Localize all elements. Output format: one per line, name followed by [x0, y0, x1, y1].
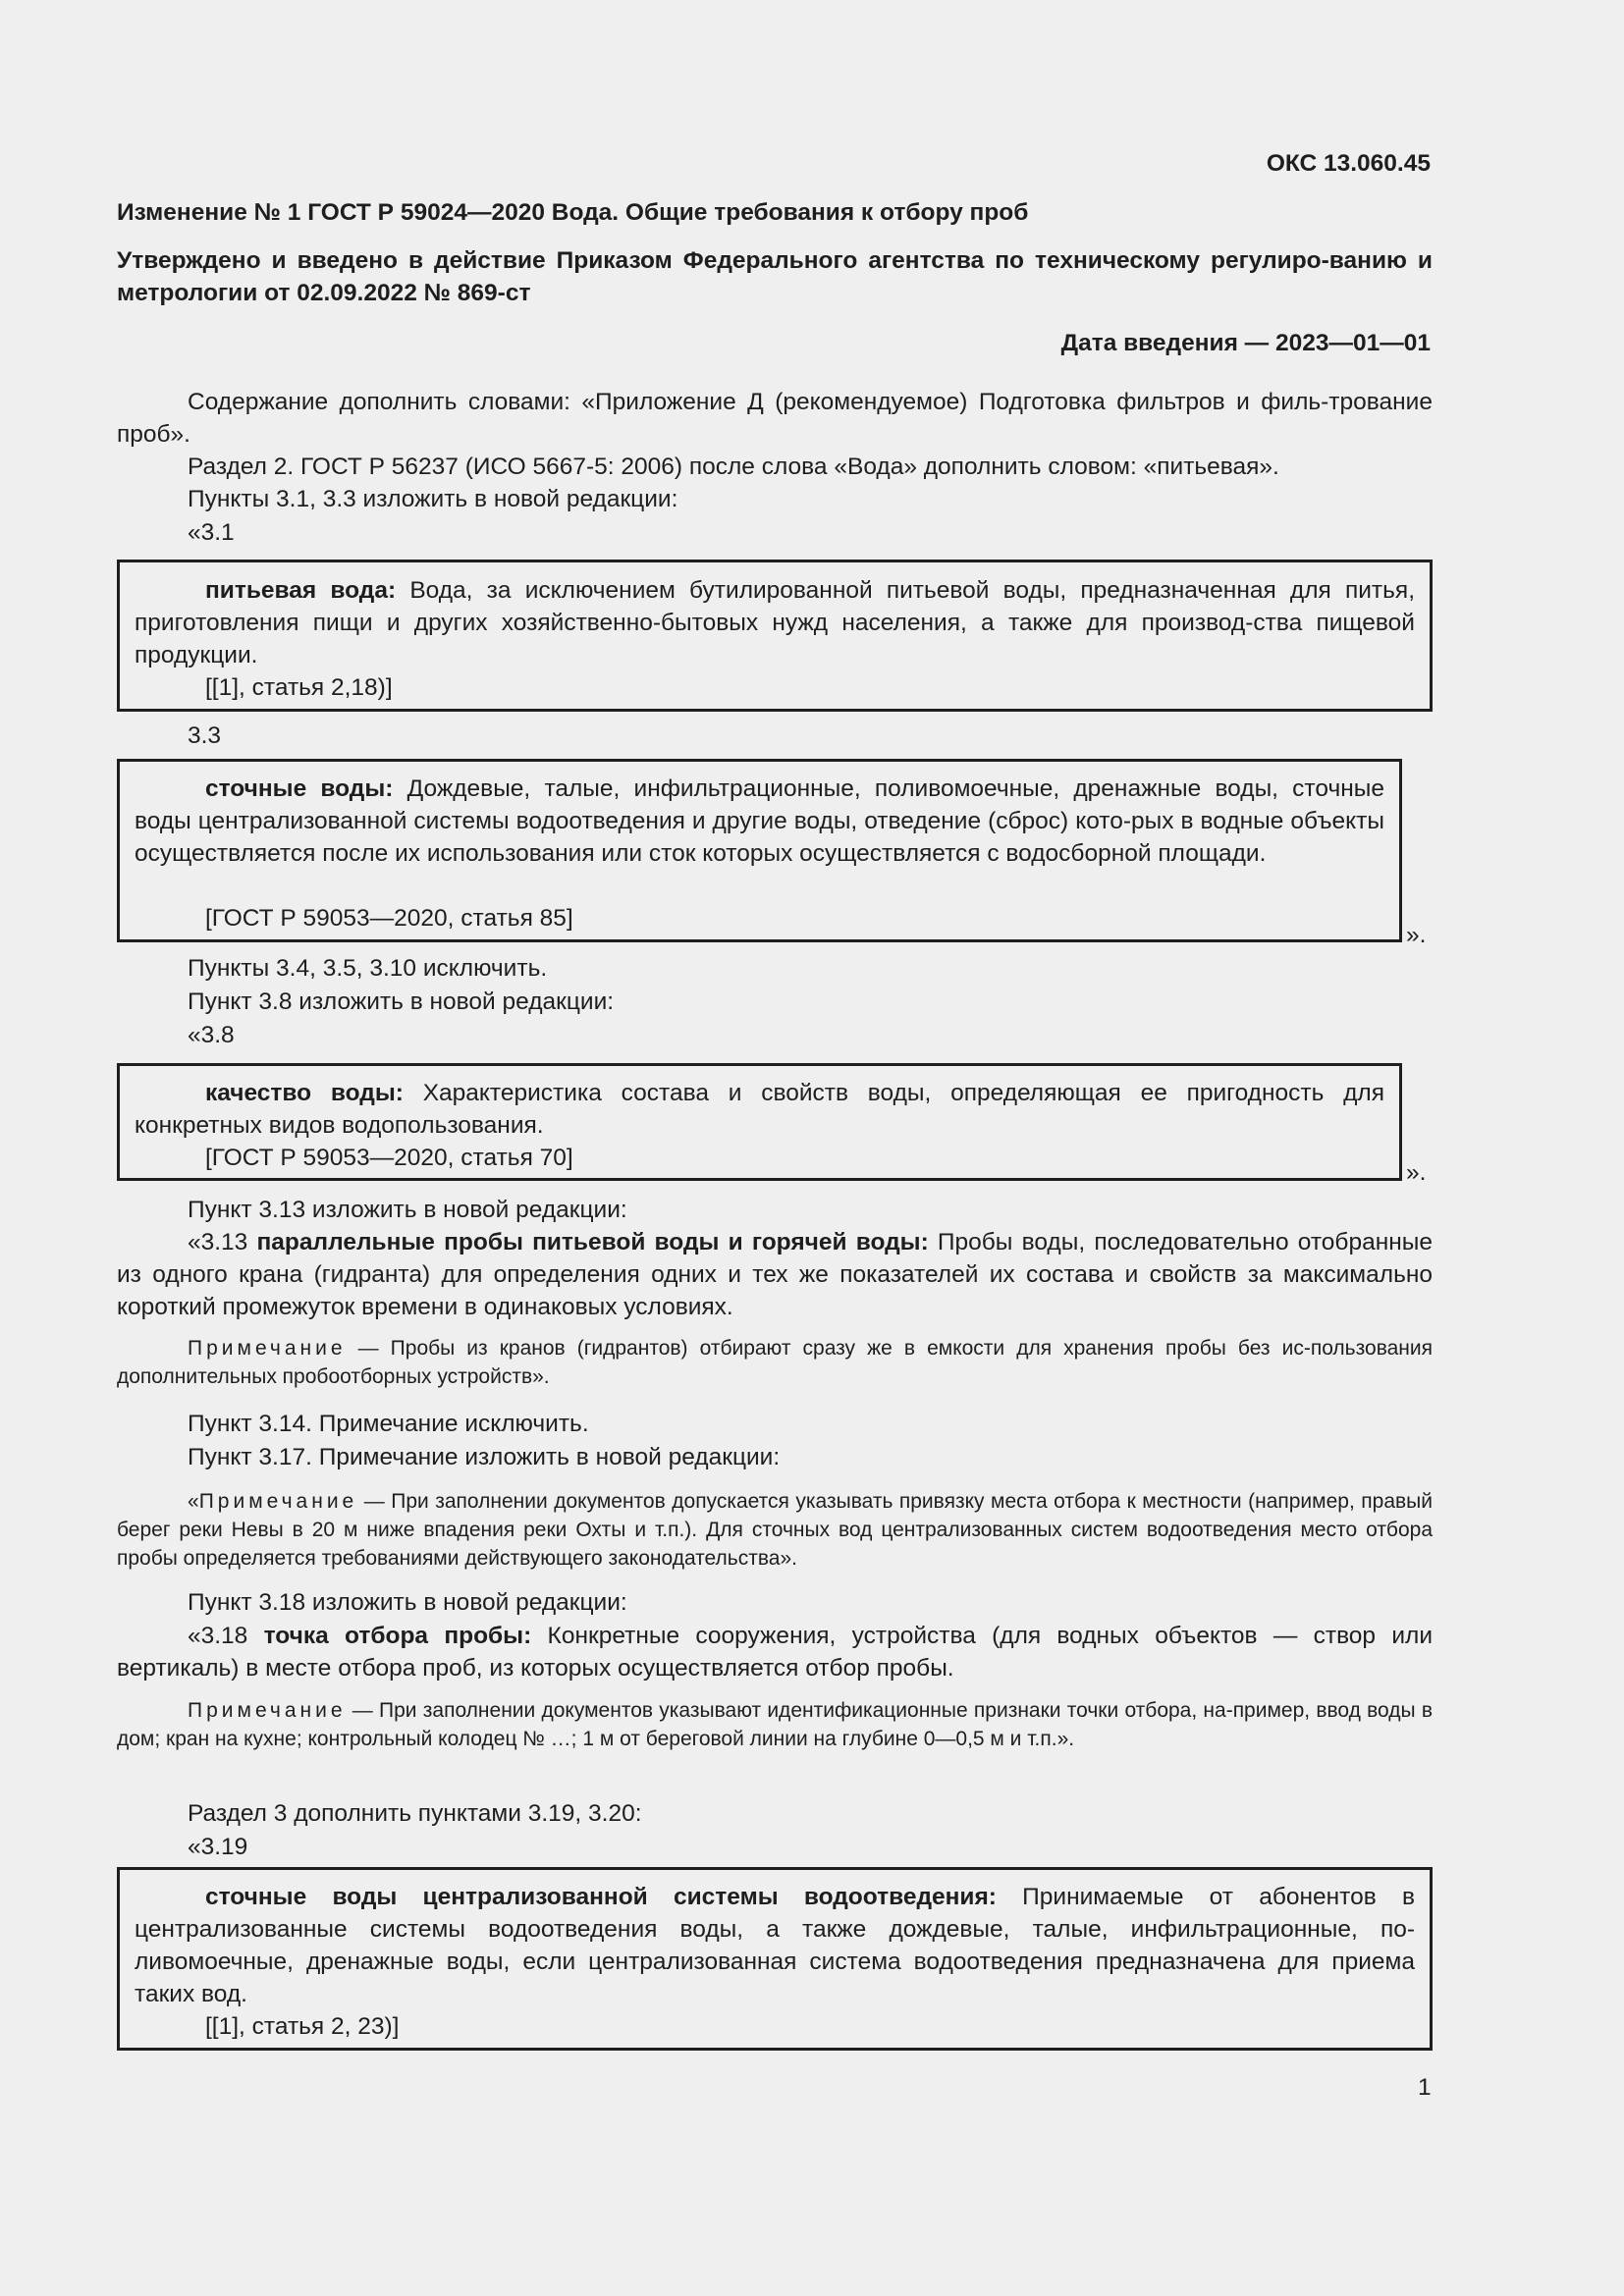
- definition-box-3-8: [117, 1063, 1402, 1181]
- definition-parallel-samples: Пробы воды, последовательно отобранные из одного крана (гидранта) для определения одних и тех же показателей их состава и свойств за максимально короткий промежуток времени в одинаковых условиях.: [117, 1229, 1433, 1320]
- clause-number-3-19: «3.19: [188, 1834, 248, 1860]
- paragraph-point-3-8: Пункт 3.8 изложить в новой редакции:: [188, 988, 615, 1015]
- paragraph-point-3-13: Пункт 3.13 изложить в новой редакции:: [188, 1197, 627, 1223]
- reference-3-8: [ГОСТ Р 59053—2020, статья 70]: [205, 1145, 573, 1171]
- term-centralized-wastewater: сточные воды централизованной системы водоотведения:: [205, 1884, 997, 1910]
- term-parallel-samples: параллельные пробы питьевой воды и горячей воды:: [256, 1229, 929, 1255]
- definition-box-3-19: [117, 1867, 1433, 2051]
- definition-wastewater: Дождевые, талые, инфильтрационные, поливомоечные, дренажные воды, сточные воды централизованной системы водоотведения и другие воды, отведение (сброс) кото-рых в водные объекты осуществляется после их использования или сток которых осуществляется с водосборной площади.: [135, 775, 1384, 867]
- note-text: — Пробы из кранов (гидрантов) отбирают сразу же в емкости для хранения пробы без ис-пользования дополнительных пробоотборных устройств».: [117, 1337, 1433, 1388]
- definition-3-3-text: [135, 773, 1384, 870]
- definition-centralized-wastewater: Принимаемые от абонентов в централизованные системы водоотведения воды, а также дождевые, талые, инфильтрационные, по-ливомоечные, дренажные воды, если централизованная система водоотведения предназначена для приема таких вод.: [135, 1884, 1415, 2007]
- clause-number-3-13: «3.13: [188, 1229, 257, 1255]
- note-3-17: [117, 1487, 1433, 1573]
- term-water-quality: качество воды:: [205, 1080, 404, 1106]
- page-number: 1: [1418, 2074, 1432, 2101]
- note-open-quote: «: [188, 1490, 199, 1513]
- intro-paragraph-contents: Содержание дополнить словами: «Приложение Д (рекомендуемое) Подготовка фильтров и филь-трование проб».: [117, 389, 1433, 448]
- definition-water-quality: Характеристика состава и свойств воды, определяющая ее пригодность для конкретных видов водопользования.: [135, 1080, 1384, 1139]
- note-label: Примечание: [198, 1490, 358, 1513]
- term-drinking-water: питьевая вода:: [205, 577, 397, 604]
- definition-3-8-text: [135, 1077, 1384, 1142]
- closing-quote-3-3: ».: [1406, 922, 1427, 948]
- note-text: — При заполнении документов указывают идентификационные признаки точки отбора, на-пример, ввод воды в дом; кран на кухне; контрольный колодец № …; 1 м от береговой линии на глубине 0—0,5 м и т.п.».: [117, 1699, 1433, 1750]
- reference-3-1: [[1], статья 2,18)]: [205, 674, 393, 701]
- definition-sampling-point: Конкретные сооружения, устройства (для водных объектов — створ или вертикаль) в месте отбора проб, из которых осуществляется отбор пробы.: [117, 1623, 1433, 1682]
- definition-box-3-3: [117, 759, 1402, 942]
- paragraph-point-3-18: Пункт 3.18 изложить в новой редакции:: [188, 1589, 627, 1616]
- oks-code: ОКС 13.060.45: [1266, 150, 1431, 177]
- closing-quote-3-8: ».: [1406, 1159, 1427, 1186]
- intro-paragraph-section2: Раздел 2. ГОСТ Р 56237 (ИСО 5667-5: 2006) после слова «Вода» дополнить словом: «питьевая».: [188, 454, 1279, 480]
- note-label: Примечание: [188, 1699, 347, 1722]
- clause-number-3-18: «3.18: [188, 1623, 264, 1649]
- clause-number-3-8: «3.8: [188, 1022, 235, 1048]
- note-3-18: [117, 1696, 1433, 1753]
- term-sampling-point: точка отбора пробы:: [263, 1623, 532, 1649]
- paragraph-section-3-add: Раздел 3 дополнить пунктами 3.19, 3.20:: [188, 1800, 642, 1827]
- effective-date: Дата введения — 2023—01—01: [1060, 330, 1431, 356]
- note-3-13: [117, 1334, 1433, 1391]
- approval-statement: Утверждено и введено в действие Приказом Федерального агентства по техническому регулиро-ванию и метрологии от 02.09.2022 № 869-ст: [117, 247, 1433, 306]
- clause-number-3-1: «3.1: [188, 519, 235, 546]
- reference-3-3: [ГОСТ Р 59053—2020, статья 85]: [205, 905, 573, 932]
- definition-box-3-1: [117, 560, 1433, 712]
- amendment-title: Изменение № 1 ГОСТ Р 59024—2020 Вода. Общие требования к отбору проб: [117, 199, 1029, 226]
- paragraph-point-3-14: Пункт 3.14. Примечание исключить.: [188, 1411, 589, 1437]
- intro-paragraph-points: Пункты 3.1, 3.3 изложить в новой редакции:: [188, 486, 678, 512]
- paragraph-exclude-points: Пункты 3.4, 3.5, 3.10 исключить.: [188, 955, 548, 982]
- definition-3-13: [117, 1226, 1433, 1323]
- clause-number-3-3: 3.3: [188, 722, 222, 749]
- term-wastewater: сточные воды:: [205, 775, 394, 802]
- definition-3-19-text: [135, 1881, 1415, 2010]
- definition-drinking-water: Вода, за исключением бутилированной питьевой воды, предназначенная для питья, приготовления пищи и других хозяйственно-бытовых нужд населения, а также для производ-ства пищевой продукции.: [135, 577, 1415, 668]
- definition-3-1-text: [135, 574, 1415, 671]
- reference-3-19: [[1], статья 2, 23)]: [205, 2013, 400, 2040]
- definition-3-18: [117, 1620, 1433, 1684]
- note-text: — При заполнении документов допускается указывать привязку места отбора к местности (например, правый берег реки Невы в 20 м ниже впадения реки Охты и т.п.). Для сточных вод централизованных систем водоотведения место отбора пробы определяется требованиями действующего законодательства».: [117, 1490, 1433, 1570]
- note-label: Примечание: [188, 1337, 347, 1360]
- paragraph-point-3-17: Пункт 3.17. Примечание изложить в новой редакции:: [188, 1444, 781, 1470]
